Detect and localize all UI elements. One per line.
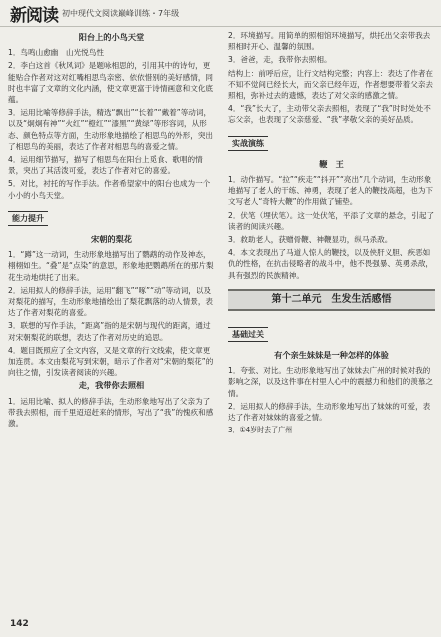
right-column [228, 30, 435, 438]
para-right-2: 3．爸爸，走，我带你去照相。 [228, 55, 332, 65]
section-heading-practice: 实战演练 [228, 136, 268, 151]
para-right-9: 1．夸张、对比。生动形象地写出了妹妹去广州的时候对我的影响之深，以及这件事在村里人心中的震撼力和他们的羡慕之情。 [228, 366, 434, 398]
para-left-4: 4．运用细节描写，描写了相思鸟在阳台上觅食、歌唱的情景，突出了其活泼可爱，表达了作者对它的喜爱。 [8, 155, 203, 176]
para-right-4: 4．“我”长大了，主动带父亲去照相，表现了“我”时时处处不忘父亲，也表现了父亲慈爱、“我”孝敬父亲的美好品质。 [228, 104, 431, 125]
section-heading-basic: 基础过关 [228, 327, 268, 342]
para-right-8: 4．本文表现出了马道人惊人的鞭技，以及侠肝义胆、疾恶如仇的性格，在抗击侵略者的战斗中，他不畏强暴、英勇杀敌，具有强烈的民族精神。 [228, 248, 434, 280]
para-right-5: 1．动作描写。“拉”“疾走”“抖开”“亮出”几个动词，生动形象地描写了老人的干练、神勇，表现了老人的鞭技高超，也为下文写老人“奇特大鞭”的作用做了铺垫。 [228, 175, 434, 207]
left-column [8, 30, 215, 431]
para-right-11: 3．①4岁时去了广州 [228, 426, 293, 435]
section-title-4: 鞭 王 [319, 158, 344, 169]
para-left-6: 1．“蹲”这一动词，生动形象地描写出了鹦鹉的动作及神态，栩栩如生。“叠”是“点染”的意思，形象地把鹦鹉所在的那片梨花生动地烘托了出来。 [8, 250, 214, 282]
para-right-7: 3．救助老人，获赠骨鞭、神鞭显功，纵马杀敌。 [228, 235, 393, 245]
book-subtitle: 初中现代文阅读巅峰训练・7年级 [62, 8, 180, 18]
para-left-3: 3．运用比喻等修辞手法，精选“飘出”“长着”“戴着”等动词，以及“炯炯有神”“火红”“橙红”“漆黑”“黄绿”等形容词，从形态、颜色特点等方面，生动形象地描绘了相思鸟的外形，突出了相思鸟的美丽，表达了作者对相思鸟的喜爱之情。 [8, 108, 214, 151]
para-right-6: 2．伏笔（埋伏笔）。这一处伏笔，平添了文章的悬念，引起了读者的阅读兴趣。 [228, 210, 435, 231]
para-left-1: 1．鸟鸣山愈幽 山光悦鸟性 [8, 48, 104, 58]
para-right-1: 2．环境描写。用简单的照相馆环境描写，烘托出父亲带我去照相时开心、温馨的氛围。 [228, 31, 431, 52]
para-left-7: 2．运用拟人的修辞手法，运用“翻飞”“啄”“动”等动词，以及对梨花的描写，生动形象地描绘出了梨花飘落的动人情景，表达了作者对梨花的喜爱。 [8, 285, 214, 318]
para-right-3: 结构上：前呼后应，让行文结构完整；内容上：表达了作者在不知不觉间已经长大，而父亲已经年迈，作者想要带着父亲去照相，弥补过去的遗憾，表达了对父亲的感激之情。 [228, 68, 434, 101]
page-number: 142 [10, 619, 29, 629]
section-title-5: 有个亲生妹妹是一种怎样的体验 [274, 350, 389, 361]
brand-title: 新阅读 [10, 5, 58, 26]
section-title-1: 阳台上的小鸟天堂 [78, 32, 145, 42]
para-right-10: 2．运用拟人的修辞手法，生动形象地写出了妹妹的可爱，表达了作者对妹妹的喜爱之情。 [228, 401, 431, 423]
para-left-2: 2．李白这首《秋风词》是题咏相思的，引用其中的诗句，更能贴合作者对这对红嘴相思鸟亲密、依依惜别的美好感情，同时也丰富了文章的文化内涵，使文章更富于诗情画意和文化底蕴。 [8, 61, 214, 105]
section-title-2: 宋朝的梨花 [91, 234, 132, 245]
para-left-10: 1．运用比喻、拟人的修辞手法，生动形象地写出了父亲为了带我去照相，而千里迢迢赶来的情形，写出了“我”的愧疚和感激。 [8, 396, 214, 429]
section-title-3: 走，我带你去照相 [78, 380, 145, 391]
para-left-5: 5．对比，衬托的写作手法。作者希望家中的阳台也成为一个小小的小鸟天堂。 [8, 179, 211, 200]
unit-heading: 第十二单元 生发生活感悟 [228, 289, 435, 311]
para-left-9: 4．题目既照应了全文内容，又是文章的行文线索，使文章更加连贯。本文由梨花写到宋朝，暗示了作者对“宋朝的梨花”的向往之情，引发读者阅读的兴趣。 [8, 345, 214, 378]
page-header [0, 0, 441, 27]
section-heading-ability: 能力提升 [8, 211, 48, 226]
para-left-8: 3．联想的写作手法，“距离”指的是宋朝与现代的距离，通过对宋朝梨花的联想，表达了作者对历史的追思。 [8, 321, 211, 342]
